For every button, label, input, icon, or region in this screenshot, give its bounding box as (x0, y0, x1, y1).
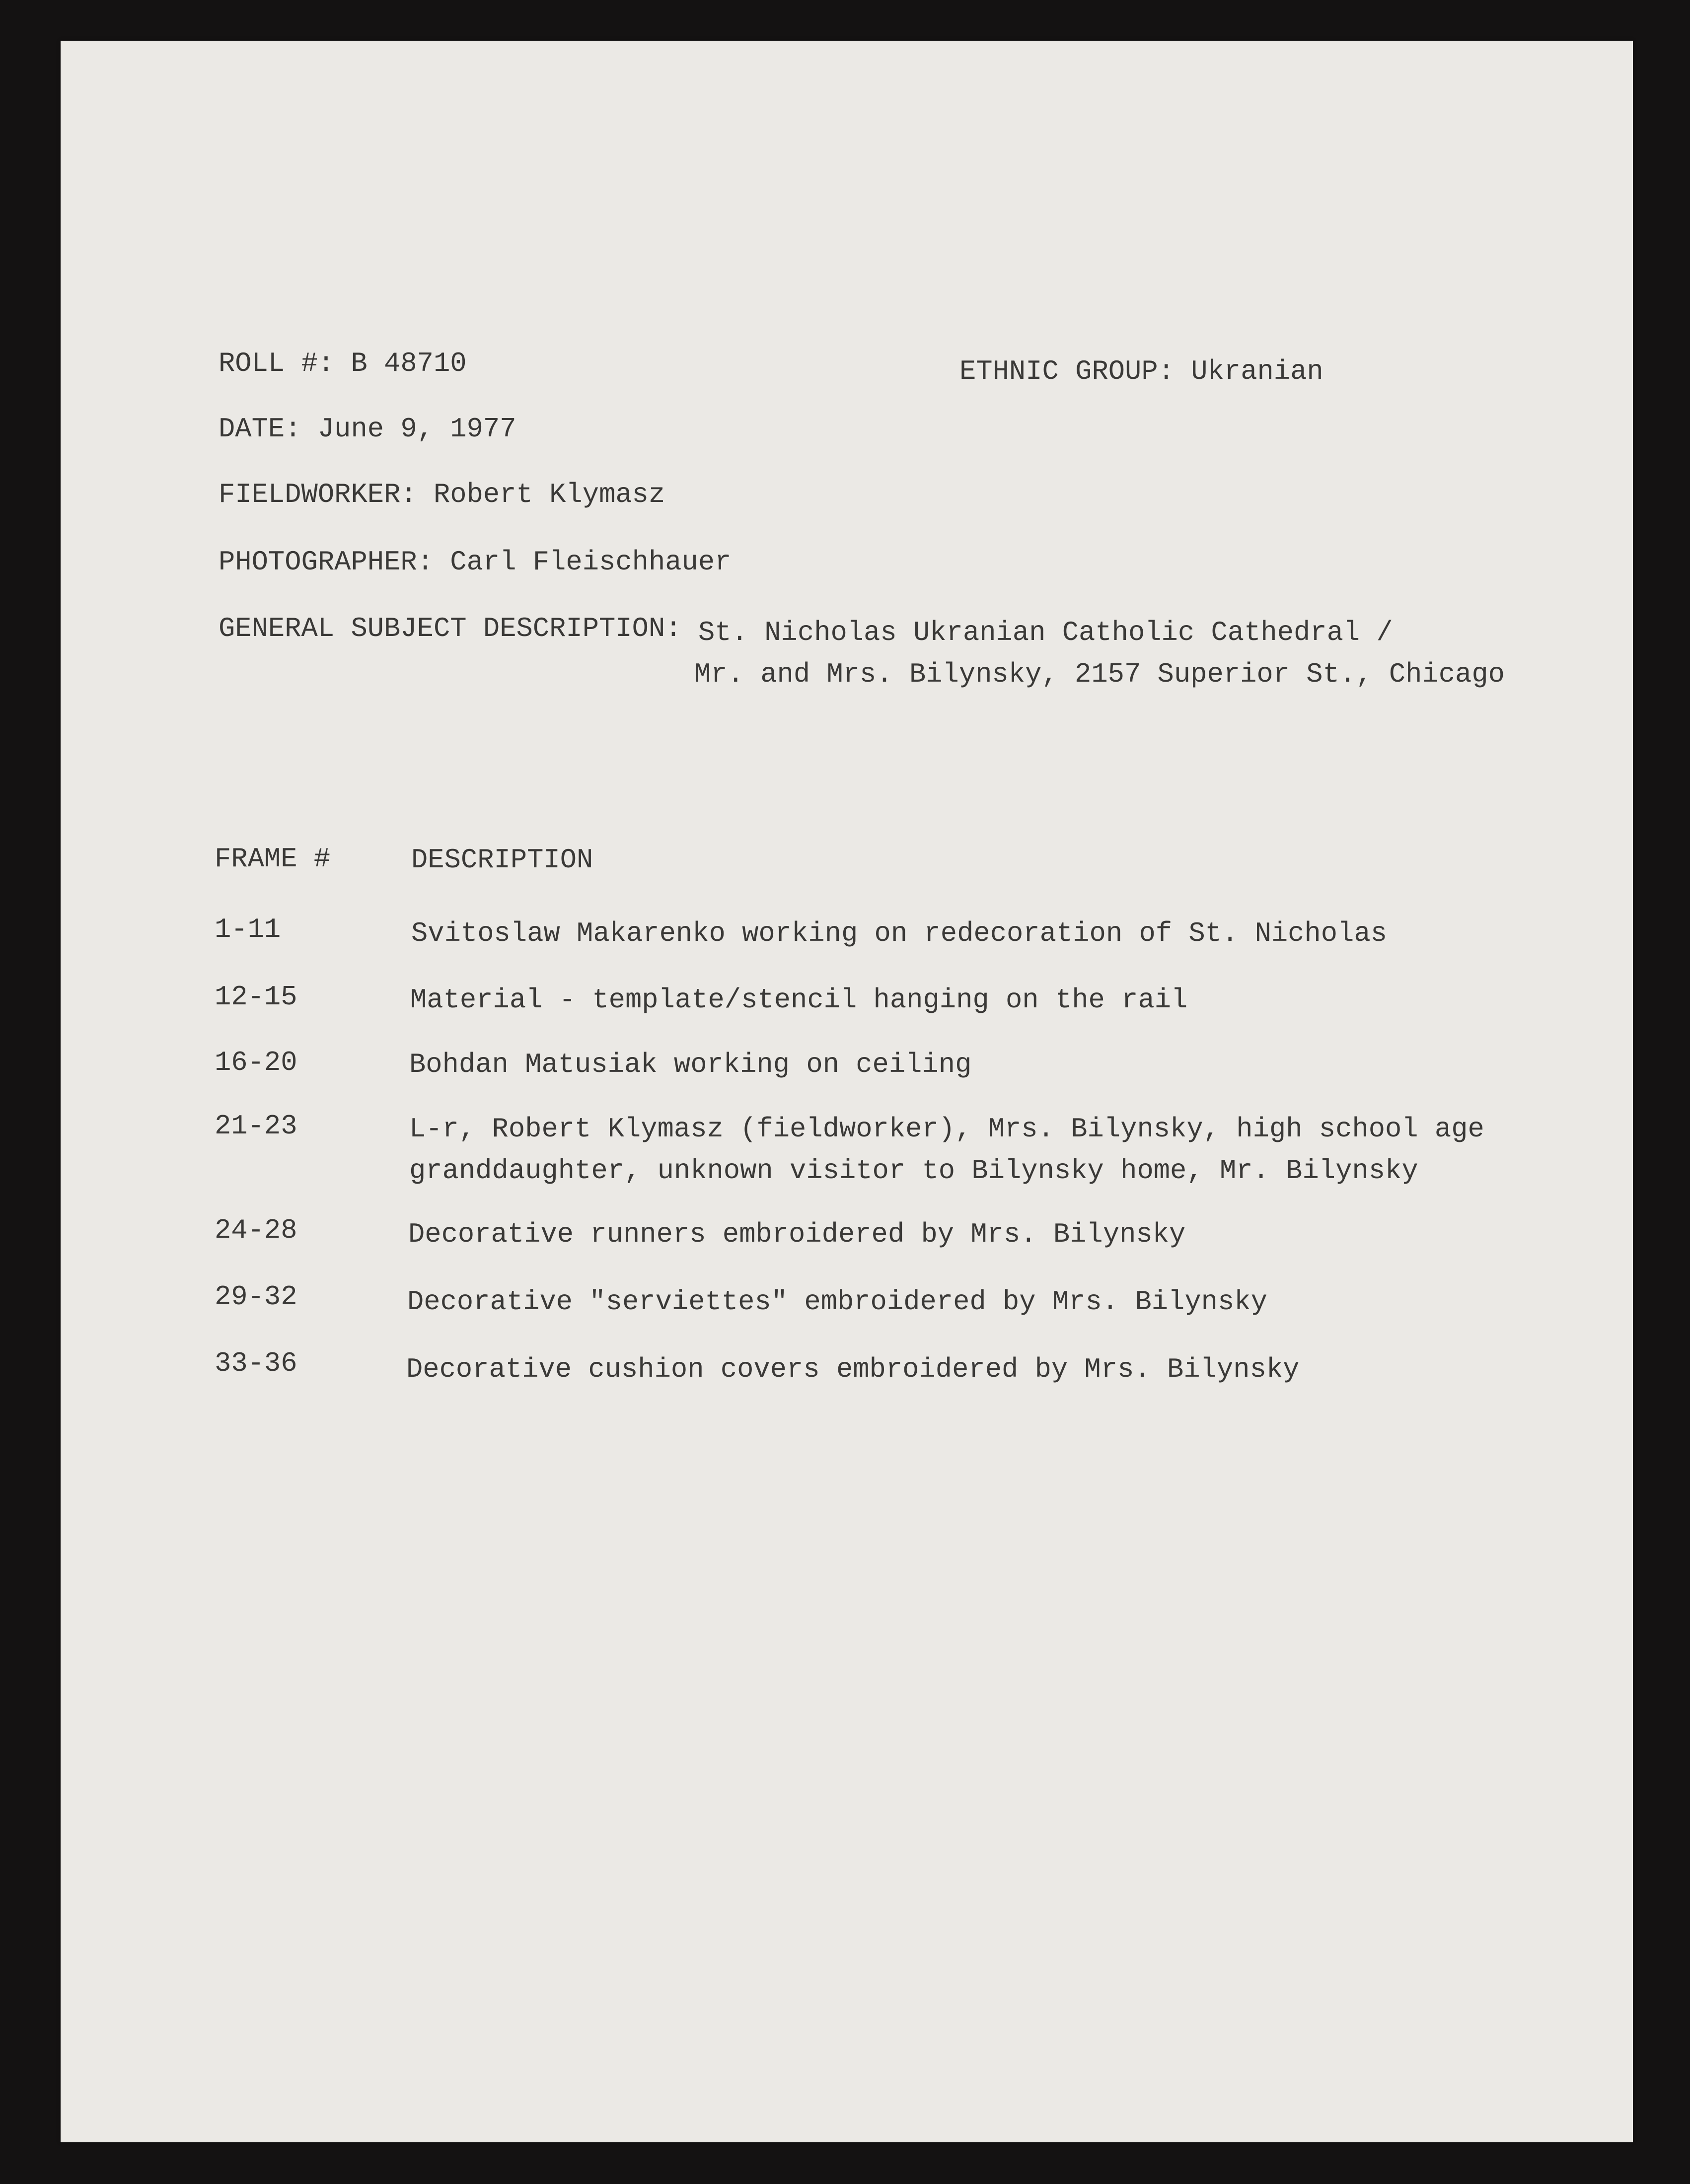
roll-number: ROLL #: B 48710 (219, 348, 467, 379)
frame-description: Material - template/stencil hanging on the rail (410, 985, 1188, 1016)
photographer: PHOTOGRAPHER: Carl Fleischhauer (219, 547, 732, 578)
fieldworker: FIELDWORKER: Robert Klymasz (219, 479, 665, 510)
frame-description: Decorative "serviettes" embroidered by Mrs. Bilynsky (407, 1286, 1267, 1318)
frame-description: L-r, Robert Klymasz (fieldworker), Mrs. Bilynsky, high school age (409, 1114, 1484, 1145)
frame-number: 29-32 (215, 1281, 297, 1313)
frame-number: 12-15 (215, 982, 297, 1013)
date: DATE: June 9, 1977 (219, 414, 516, 445)
column-header-frame: FRAME # (215, 844, 331, 875)
frame-number: 1-11 (215, 914, 281, 945)
frame-number: 33-36 (215, 1348, 297, 1379)
general-subject-line-2: Mr. and Mrs. Bilynsky, 2157 Superior St., Chicago (694, 659, 1505, 690)
frame-number: 21-23 (215, 1111, 297, 1142)
frame-number: 16-20 (215, 1047, 297, 1078)
frame-description: Decorative cushion covers embroidered by Mrs. Bilynsky (406, 1354, 1300, 1385)
document-page (61, 41, 1633, 2142)
general-subject-label: GENERAL SUBJECT DESCRIPTION: (219, 613, 682, 644)
frame-description: Svitoslaw Makarenko working on redecoration of St. Nicholas (411, 918, 1388, 949)
general-subject-line-1: St. Nicholas Ukranian Catholic Cathedral / (698, 617, 1393, 648)
frame-description: Decorative runners embroidered by Mrs. Bilynsky (408, 1219, 1186, 1250)
ethnic-group: ETHNIC GROUP: Ukranian (959, 356, 1323, 387)
frame-number: 24-28 (215, 1215, 297, 1246)
frame-description-continued: granddaughter, unknown visitor to Bilynsky home, Mr. Bilynsky (409, 1155, 1418, 1187)
frame-description: Bohdan Matusiak working on ceiling (409, 1049, 972, 1080)
column-header-description: DESCRIPTION (411, 845, 593, 876)
